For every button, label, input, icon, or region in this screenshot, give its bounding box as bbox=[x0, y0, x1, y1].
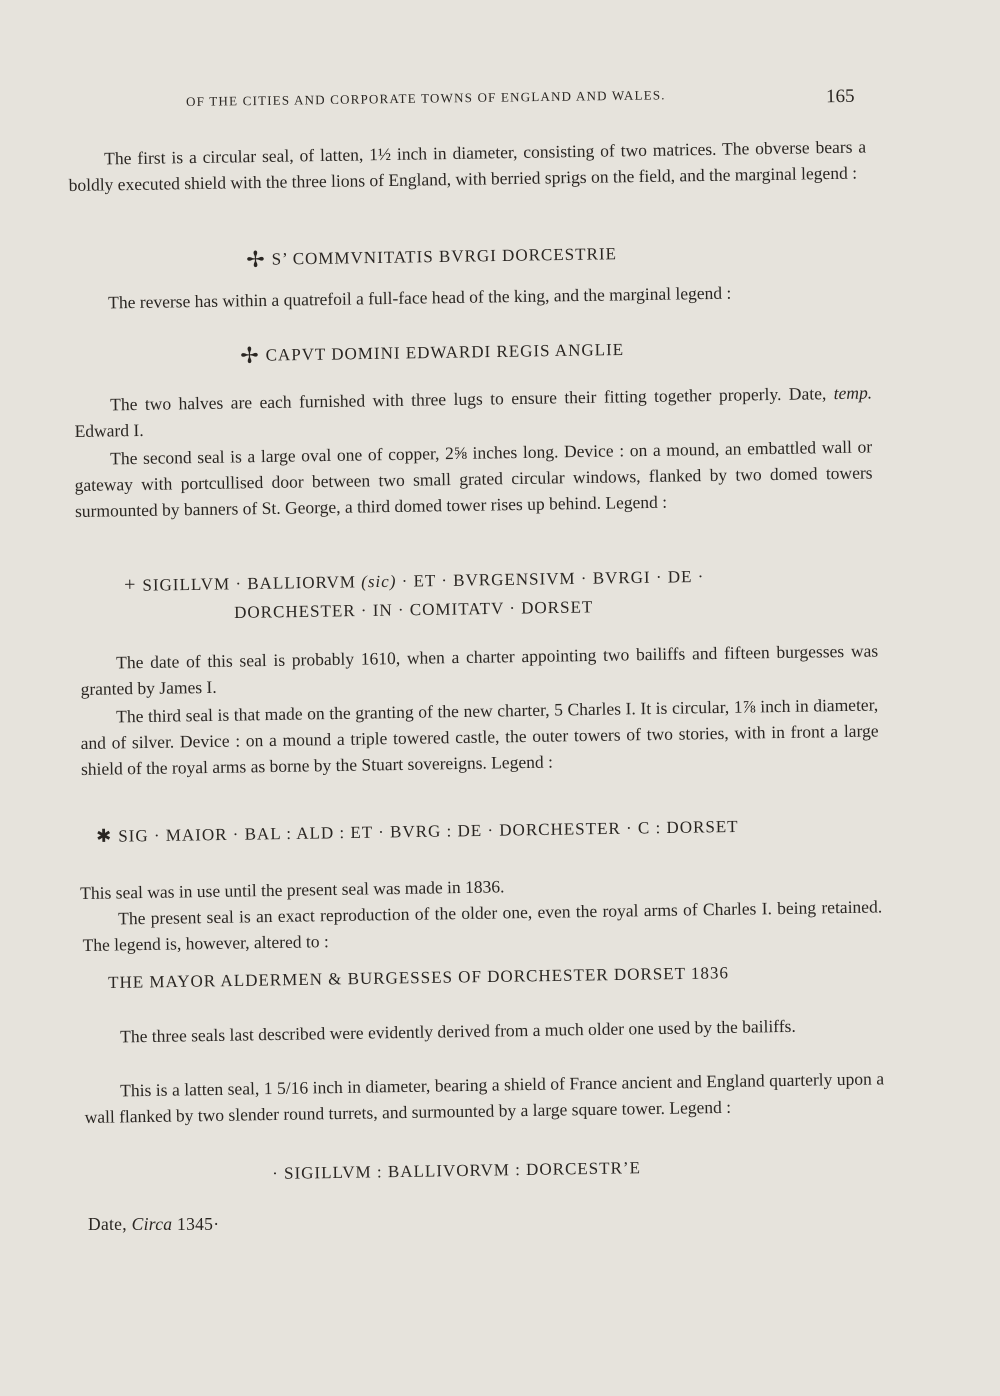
paragraph-three-seals bbox=[84, 1011, 884, 1050]
text-run: Edward I. bbox=[74, 419, 144, 441]
italic-text: temp. bbox=[833, 382, 873, 404]
paragraph-text: The first is a circular seal, of latten, 1½ inch in diameter, consisting of two matrices. The obverse bears a boldly executed shield with the three lions of England, with berried sprigs on the field, and the marginal legend : bbox=[68, 136, 867, 195]
legend-text: CAPVT DOMINI EDWARDI REGIS ANGLIE bbox=[265, 339, 625, 365]
legend-text: THE MAYOR ALDERMEN & BURGESSES OF DORCHESTER DORSET 1836 bbox=[108, 963, 730, 992]
star-icon: ✱ bbox=[96, 825, 113, 846]
paragraph-text bbox=[74, 379, 873, 444]
legend-text: S’ COMMVNITATIS BVRGI DORCESTRIE bbox=[271, 244, 618, 269]
date-year: 1345· bbox=[177, 1214, 220, 1234]
legend-text: SIGILLVM · BALLIORVM bbox=[142, 572, 357, 595]
paragraph-two-halves bbox=[74, 379, 873, 444]
circa-text: Circa bbox=[131, 1214, 173, 1234]
paragraph-text: The present seal is an exact reproduction of the older one, even the royal arms of Charles I. being retained. The legend is, however, altered to : bbox=[82, 896, 883, 955]
paragraph-latten-seal bbox=[84, 1065, 885, 1130]
running-title: OF THE CITIES AND CORPORATE TOWNS OF ENGLAND AND WALES. bbox=[186, 87, 666, 109]
cross-icon: ✢ bbox=[246, 246, 266, 272]
paragraph-date-1610 bbox=[80, 637, 879, 702]
legend-text: DORCHESTER · IN · COMITATV · DORSET bbox=[234, 597, 594, 622]
page-number: 165 bbox=[825, 85, 855, 108]
paragraph-text: The three seals last described were evidently derived from a much older one used by the bailiffs. bbox=[120, 1015, 796, 1047]
legend-mayor-aldermen bbox=[108, 963, 729, 993]
paragraph-text: The second seal is a large oval one of copper, 2⅝ inches long. Device : on a mound, an embattled wall or gateway with portcullised door between two small grated circular windows, flanked by two domed towers surmounted by banners of St. George, a third domed tower rises up behind. Legend : bbox=[74, 436, 873, 521]
paragraph-second-seal bbox=[74, 433, 873, 524]
paragraph-reverse bbox=[72, 277, 870, 316]
legend-text: SIG · MAIOR · BAL : ALD : ET · BVRG : DE · DORCHESTER · C : DORSET bbox=[118, 816, 739, 846]
legend-ballivorvm bbox=[272, 1158, 641, 1184]
date-line bbox=[88, 1214, 219, 1235]
legend-sigillvm-line2 bbox=[234, 597, 593, 623]
paragraph-text: This is a latten seal, 1 5/16 inch in diameter, bearing a shield of France ancient and England quarterly upon a wall flanked by two slender round turrets, and surmounted by a large square tower. Legend : bbox=[84, 1068, 885, 1127]
paragraph-third-seal bbox=[80, 691, 879, 782]
paragraph-text: This seal was in use until the present seal was made in 1836. bbox=[80, 876, 505, 903]
cross-icon: + bbox=[124, 573, 137, 596]
legend-communitatis bbox=[246, 241, 617, 273]
sic-text: (sic) bbox=[361, 571, 397, 592]
legend-sigillvm-line1 bbox=[124, 565, 705, 597]
paragraph-present-seal bbox=[82, 893, 883, 958]
legend-caput bbox=[240, 337, 624, 369]
cross-icon: ✢ bbox=[240, 342, 260, 368]
text-run: The two halves are each furnished with three lugs to ensure their fitting together properly. Date, bbox=[110, 383, 827, 415]
paragraph-first-seal bbox=[68, 133, 867, 198]
legend-text: · SIGILLVM : BALLIVORVM : DORCESTR’E bbox=[272, 1158, 642, 1183]
legend-sig-maior bbox=[96, 816, 739, 847]
paragraph-text: The date of this seal is probably 1610, when a charter appointing two bailiffs and fifteen burgesses was granted by James I. bbox=[80, 640, 879, 699]
date-label: Date, bbox=[88, 1214, 127, 1234]
legend-text: · ET · BVRGENSIVM · BVRGI · DE · bbox=[401, 566, 705, 591]
paragraph-text: The reverse has within a quatrefoil a full-face head of the king, and the marginal legend : bbox=[108, 282, 732, 313]
paragraph-text: The third seal is that made on the granting of the new charter, 5 Charles I. It is circular, 1⅞ inch in diameter, and of silver. Device : on a mound a triple towered castle, the outer towers of two stories, with in front a large shield of the royal arms as borne by the Stuart sovereigns. Legend : bbox=[80, 694, 879, 779]
